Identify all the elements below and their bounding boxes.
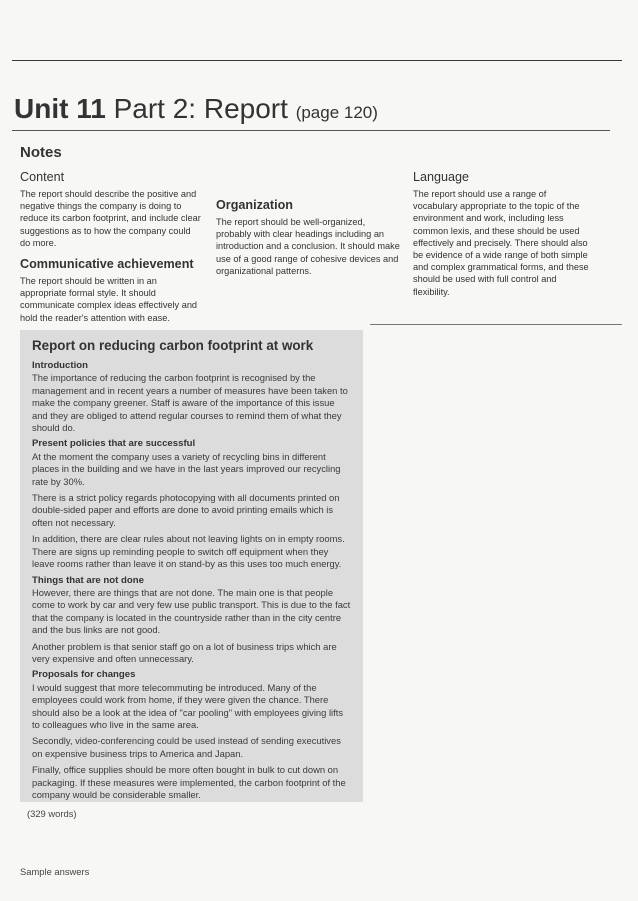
communicative-heading: Communicative achievement — [20, 257, 194, 272]
proposals-paragraph-1: I would suggest that more telecommuting be introduced. Many of the employees could work from home, if they were given the chance. There should also be a look at the idea of "car pooling" with employees giving lifts to colleagues who live in the same area. — [32, 681, 344, 730]
not-done-heading: Things that are not done — [32, 574, 144, 586]
sample-report-box — [20, 330, 363, 802]
organization-text: The report should be well-organized, probably with clear headings including an introduction and a conclusion. It should make use of a good range of cohesive devices and organizational patterns. — [216, 217, 400, 276]
proposals-heading: Proposals for changes — [32, 669, 136, 681]
unit-part: Part 2: Report — [113, 93, 288, 124]
page-title — [14, 93, 378, 125]
proposals-paragraph-3: Finally, office supplies should be more often bought in bulk to cut down on packaging. If these measures were implemented, the carbon footprint of the company would be considerable smaller. — [32, 764, 346, 800]
word-count: (329 words) — [27, 808, 77, 819]
not-done-paragraph-1: However, there are things that are not done. The main one is that people come to work by car and very few use public transport. This is due to the fact that the company is located in the countryside rather than in the city centre and the bus links are not good. — [32, 586, 351, 636]
present-paragraph-2: There is a strict policy regards photocopying with all documents printed on double-sided paper and efforts are done to avoid printing emails which is often not necessary. — [32, 492, 340, 528]
notes-heading: Notes — [20, 144, 62, 161]
unit-number: Unit 11 — [14, 93, 106, 124]
notes-rule — [370, 324, 622, 325]
report-title: Report on reducing carbon footprint at work — [32, 338, 314, 353]
content-text: The report should describe the positive and negative things the company is doing to reduce its carbon footprint, and include clear suggestions as to how the company could do more. — [20, 189, 201, 248]
intro-paragraph: The importance of reducing the carbon footprint is recognised by the management and in recent years a number of measures have been taken to make the company greener. Staff is aware of the importance of this issue and they are obliged to attend regular courses to remind them of what they should do. — [32, 372, 348, 434]
intro-heading: Introduction — [32, 360, 88, 371]
language-text: The report should use a range of vocabulary appropriate to the topic of the environment and work, including less common lexis, and these should be used effectively and precisely. There should also be evidence of a wide range of both simple and complex grammatical forms, and these should be used with full control and flexibility. — [413, 189, 589, 297]
organization-heading: Organization — [216, 198, 293, 212]
top-rule — [12, 60, 622, 61]
not-done-paragraph-2: Another problem is that senior staff go on a lot of business trips which are very expensive and often unnecessary. — [32, 640, 337, 664]
present-policies-heading: Present policies that are successful — [32, 438, 196, 450]
title-rule — [12, 130, 610, 131]
notes-column-3 — [413, 170, 593, 298]
footer-label: Sample answers — [20, 866, 90, 877]
present-paragraph-3: In addition, there are clear rules about not leaving lights on in empty rooms. There are signs up reminding people to switch off equipment when they leave rooms rather than leave it on stand-by as this uses too much energy. — [32, 533, 345, 570]
communicative-text: The report should be written in an appropriate formal style. It should communicate complex ideas effectively and hold the reader's attention with ease. — [20, 276, 198, 323]
present-paragraph-1: At the moment the company uses a variety of recycling bins in different places in the building and we have in the last years improved our recycling rate by 30%. — [32, 450, 341, 487]
language-heading: Language — [413, 170, 470, 184]
proposals-paragraph-2: Secondly, video-conferencing could be used instead of sending executives on expensive business trips to America and Japan. — [32, 735, 341, 759]
notes-column-2 — [216, 170, 400, 277]
content-heading: Content — [20, 170, 65, 184]
page-reference: (page 120) — [295, 103, 378, 122]
notes-column-1 — [20, 170, 202, 324]
